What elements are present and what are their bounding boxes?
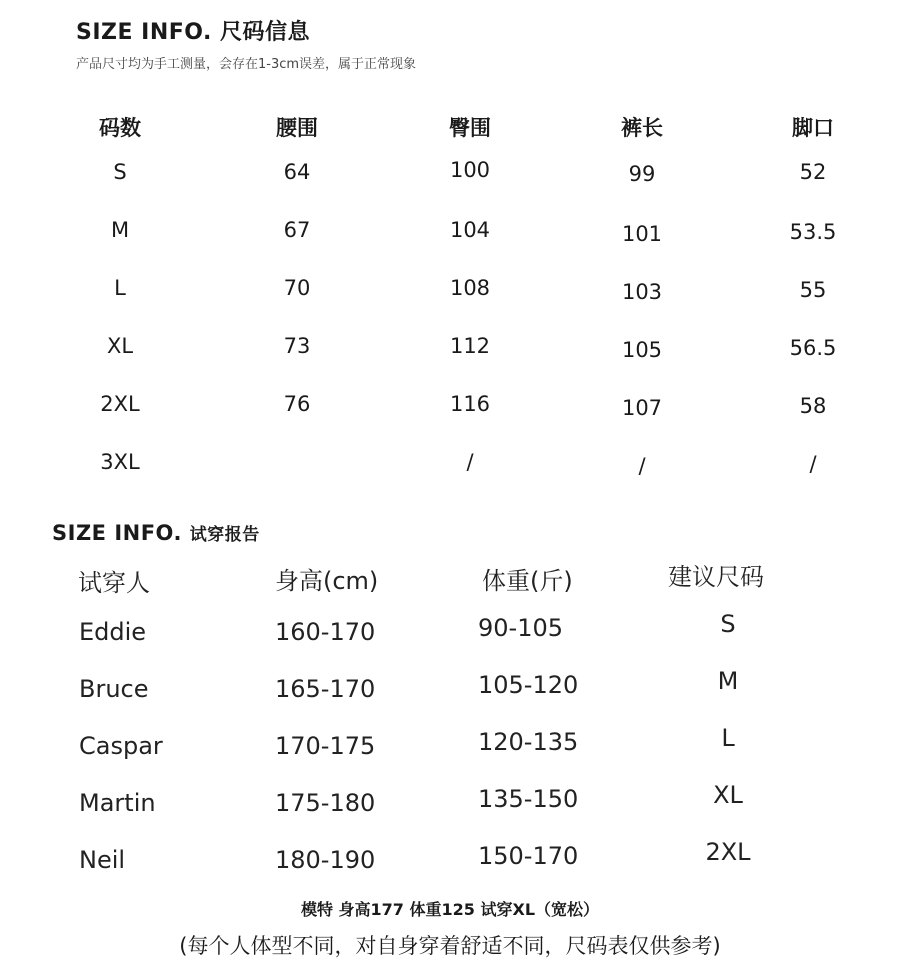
size-header: 裤长 [621,116,663,140]
size-value: 64 [283,160,311,184]
fit-header: 身高(cm) [275,567,379,595]
weight-range: 90-105 [478,614,564,642]
size-value: 67 [283,218,311,242]
weight-range: 105-120 [478,671,579,699]
fit-report-title-en: SIZE INFO. [52,521,182,545]
size-label: 3XL [100,450,140,474]
size-value: 108 [449,276,491,300]
height-range: 170-175 [275,732,376,760]
size-value: / [809,452,817,476]
fit-header: 试穿人 [78,569,150,597]
tester-name: Martin [79,789,156,817]
size-value: 101 [621,222,663,246]
size-value: 76 [283,392,311,416]
fit-header: 建议尺码 [668,563,764,591]
size-value: 58 [799,394,827,418]
fit-report-title-cn: 试穿报告 [189,525,260,545]
size-value: 104 [449,218,491,242]
size-value: 73 [283,334,311,358]
height-range: 165-170 [275,675,376,703]
suggested-size: M [717,667,739,695]
disclaimer: (每个人体型不同，对自身穿着舒适不同，尺码表仅供参考) [179,934,721,958]
size-label: XL [106,334,134,358]
size-label: L [114,276,126,300]
size-label: 2XL [100,392,140,416]
size-value: 107 [621,396,663,420]
size-header: 码数 [99,116,141,140]
size-value: 53.5 [789,220,837,244]
fit-header: 体重(斤) [482,567,573,595]
suggested-size: XL [713,781,743,809]
size-value: 105 [621,338,663,362]
size-value: 52 [799,160,827,184]
size-value: 55 [799,278,827,302]
size-info-title: SIZE INFO. 尺码信息 [76,20,311,45]
size-value: 100 [449,158,491,182]
suggested-size: 2XL [705,838,751,866]
size-label: M [110,218,130,242]
measurement-note: 产品尺寸均为手工测量，会存在1-3cm误差，属于正常现象 [76,57,417,72]
tester-name: Neil [79,846,126,874]
size-value: 103 [621,280,663,304]
height-range: 160-170 [275,618,376,646]
size-value: 112 [449,334,491,358]
tester-name: Eddie [79,618,147,646]
size-value: / [638,454,646,478]
size-value: 99 [628,162,656,186]
weight-range: 120-135 [478,728,579,756]
size-label: S [113,160,127,184]
weight-range: 135-150 [478,785,579,813]
size-header: 腰围 [276,116,318,140]
height-range: 175-180 [275,789,376,817]
size-value: 56.5 [789,336,837,360]
tester-name: Bruce [79,675,149,703]
height-range: 180-190 [275,846,376,874]
suggested-size: S [720,610,736,638]
size-value: 70 [283,276,311,300]
tester-name: Caspar [79,732,163,760]
size-value: 116 [449,392,491,416]
fit-report-title [52,520,260,545]
suggested-size: L [721,724,735,752]
size-header: 臀围 [449,116,491,140]
weight-range: 150-170 [478,842,579,870]
model-info: 模特 身高177 体重125 试穿XL（宽松） [300,900,600,919]
size-value: / [466,450,474,474]
size-header: 脚口 [792,116,834,140]
